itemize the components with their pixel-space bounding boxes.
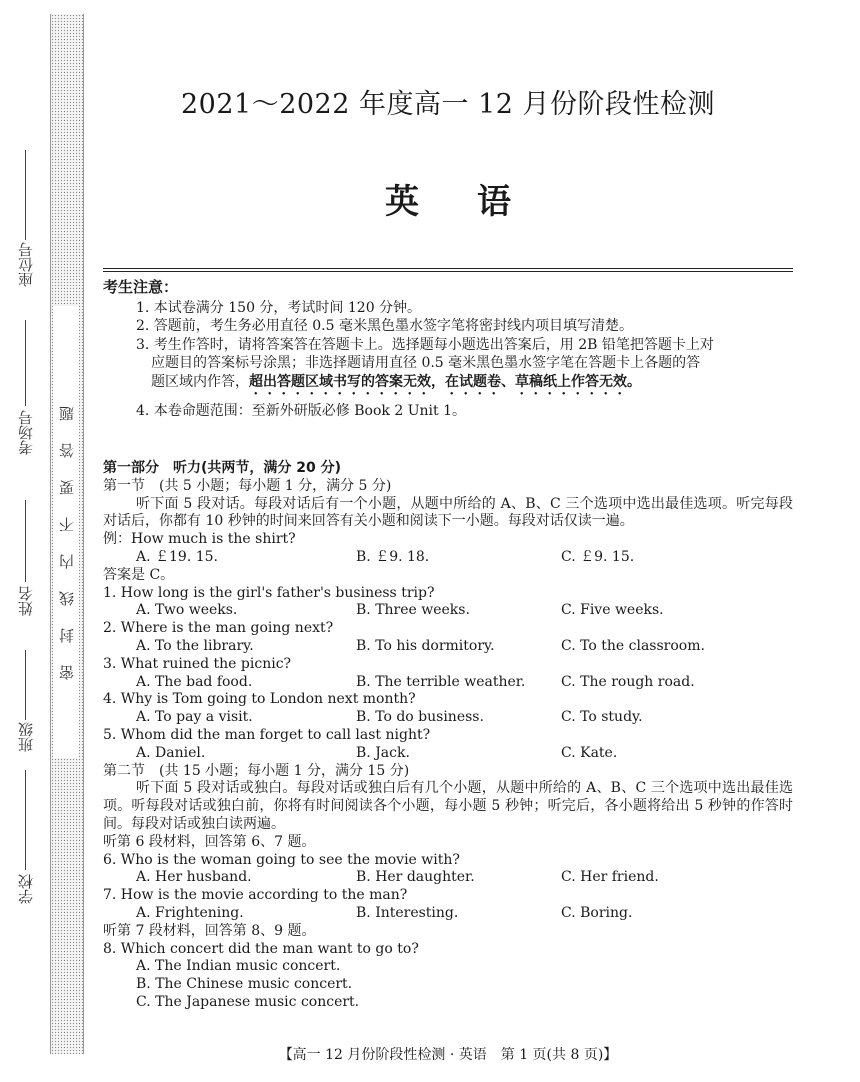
notice-item-3-tail: 题区域内作答，: [151, 373, 249, 390]
part1-heading: 第一部分 听力(共两节，满分 20 分): [103, 460, 342, 476]
option-c: C. Boring.: [561, 904, 633, 921]
option-b: B. Her daughter.: [356, 869, 475, 886]
name-field: [14, 586, 36, 616]
option-b: B. To do business.: [356, 709, 484, 726]
notice-item-2: 2. 答题前，考生务必用直径 0.5 毫米黑色墨水签字笔将密封线内项目填写清楚。: [136, 318, 633, 334]
option-a: A. Two weeks.: [136, 602, 238, 619]
name-label: 姓名: [16, 586, 35, 616]
notice-emphasis: 超出答题区域书写的答案无效，在试题卷、草稿纸上作答无效。: [249, 373, 641, 390]
notice-item-4: 4. 本卷命题范围：至新外研版必修 Book 2 Unit 1。: [136, 402, 466, 419]
question-7-options: [103, 905, 793, 923]
material-6-heading: 听第 6 段材料，回答第 6、7 题。: [103, 833, 316, 850]
exam-room-field: [14, 410, 36, 455]
binding-warning: [53, 306, 79, 758]
question-4: 4. Why is Tom going to London next month?: [103, 691, 416, 708]
notice-item-3-cont: 应题目的答案标号涂黑；非选择题请用直径 0.5 毫米黑色墨水签字笔在答题卡上各题的答: [151, 355, 701, 371]
option-c: C. Her friend.: [561, 869, 659, 886]
class-line: [14, 650, 36, 720]
page-footer: 【高一 12 月份阶段性检测 · 英语 第 1 页(共 8 页)】: [278, 1047, 618, 1063]
option-c: C. Kate.: [561, 744, 618, 761]
question-3: 3. What ruined the picnic?: [103, 655, 292, 672]
example-question: 例：How much is the shirt?: [103, 531, 296, 548]
example-answer: 答案是 C。: [103, 566, 175, 583]
question-4-options: [103, 709, 793, 727]
option-a: A. To the library.: [136, 637, 254, 654]
section2-instructions: 听下面 5 段对话或独白。每段对话或独白后有几个小题，从题中所给的 A、B、C 三个选项中选出最佳选项。听每段对话或独白前，你将有时间阅读各个小题，每小题 5 秒钟；听完后，各小题将给出 5 秒钟的作答时间。每段对话或独白读两遍。: [103, 780, 793, 832]
section1-instructions: 听下面 5 段对话。每段对话后有一个小题，从题中所给的 A、B、C 三个选项中选出最佳选项。听完每段对话后，你都有 10 秒钟的时间来回答有关小题和阅读下一小题。每段对话仅读一遍。: [103, 495, 793, 530]
class-label: 班级: [16, 722, 35, 752]
title-rule-top: [103, 268, 793, 269]
notice-heading: 考生注意：: [103, 278, 179, 296]
exam-room-label: 考场号: [16, 410, 35, 455]
option-c: C. The rough road.: [561, 673, 695, 690]
option-c: C. To study.: [561, 709, 643, 726]
option-b: B. The terrible weather.: [356, 673, 526, 690]
school-field: [14, 874, 36, 904]
option-c: C. Five weeks.: [561, 602, 664, 619]
listening-part: [103, 460, 793, 1012]
option-b: B. To his dormitory.: [356, 637, 495, 654]
option-a: A. Frightening.: [136, 904, 244, 921]
title-rule-bottom: [103, 271, 793, 272]
subject-title: 英语: [385, 182, 569, 222]
question-8: 8. Which concert did the man want to go to?: [103, 940, 419, 957]
binding-warning-text: 密封线内不要答题: [57, 384, 76, 680]
seat-number-text: 座位号: [16, 242, 35, 287]
option-b: B. Jack.: [356, 744, 410, 761]
question-1-options: [103, 602, 793, 620]
option-b: B. Interesting.: [356, 904, 459, 921]
question-3-options: [103, 674, 793, 692]
notice-item-3: 3. 考生作答时，请将答案答在答题卡上。选择题每小题选出答案后，用 2B 铅笔把答题卡上对: [136, 336, 714, 353]
question-6: 6. Who is the woman going to see the movie with?: [103, 851, 460, 868]
material-7-heading: 听第 7 段材料，回答第 8、9 题。: [103, 922, 316, 939]
seat-number-label-wrap: [14, 242, 36, 287]
option-c: C. To the classroom.: [561, 637, 705, 654]
option-b: B. Three weeks.: [356, 602, 470, 619]
school-line: [14, 770, 36, 870]
class-field: [14, 722, 36, 752]
section2-heading: 第二节 (共 15 小题；每小题 1 分，满分 15 分): [103, 762, 410, 779]
question-2-options: [103, 638, 793, 656]
option-c: C. The Japanese music concert.: [136, 993, 360, 1010]
exam-title: 2021～2022 年度高一 12 月份阶段性检测: [180, 89, 716, 120]
option-a: A. To pay a visit.: [136, 709, 253, 726]
option-a: A. Her husband.: [136, 869, 252, 886]
question-7: 7. How is the movie according to the man?: [103, 887, 408, 904]
exam-notice: [103, 278, 793, 420]
exam-room-line: [14, 320, 36, 406]
option-a: A. The Indian music concert.: [136, 958, 341, 975]
notice-item-3-end: [103, 373, 793, 398]
section1-heading: 第一节 (共 5 小题；每小题 1 分，满分 5 分): [103, 477, 392, 494]
school-label: 学校: [16, 874, 35, 904]
seat-number-line: [14, 150, 36, 240]
example-options: [103, 549, 793, 567]
option-a: A. Daniel.: [136, 744, 206, 761]
option-a: A. The bad food.: [136, 673, 253, 690]
question-1: 1. How long is the girl's father's business trip?: [103, 584, 435, 601]
question-5-options: [103, 745, 793, 763]
notice-item-1: 1. 本试卷满分 150 分，考试时间 120 分钟。: [136, 299, 422, 316]
example-option-c: C. ￡9. 15.: [561, 548, 635, 565]
name-line: [14, 500, 36, 582]
question-6-options: [103, 869, 793, 887]
option-b: B. The Chinese music concert.: [136, 976, 353, 993]
example-option-b: B. ￡9. 18.: [356, 548, 430, 565]
example-option-a: A. ￡19. 15.: [136, 548, 218, 565]
question-2: 2. Where is the man going next?: [103, 620, 334, 637]
question-5: 5. Whom did the man forget to call last night?: [103, 726, 431, 743]
